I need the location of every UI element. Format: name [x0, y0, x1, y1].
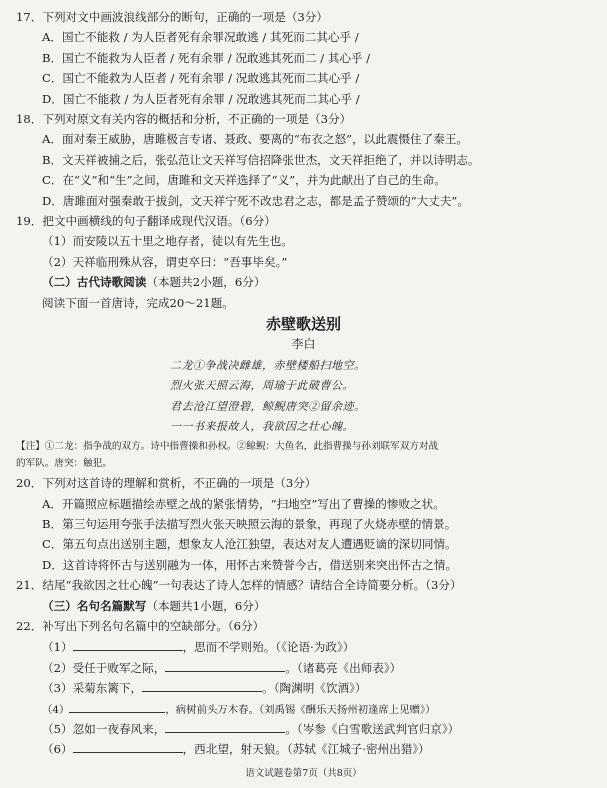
section2-heading: （二）古代诗歌阅读 [42, 275, 147, 290]
poem-note-2: 的军队。唐突：触犯。 [16, 457, 112, 469]
section3-heading-line [42, 599, 265, 614]
q22-item-6 [42, 741, 430, 757]
q22-item-3-pre: 采菊东篱下， [72, 681, 143, 696]
q18-option-b: B．文天祥被捕之后，张弘范让文天祥写信招降张世杰，文天祥拒绝了，并以诗明志。 [42, 152, 480, 167]
q22-item-2-post: 。（诸葛亮《出师表》） [285, 660, 402, 675]
poem-note-1: 【注】①二龙：指争战的双方。诗中指曹操和孙权。②鲸鲵：大鱼名，此指曹操与孙刘联军双方对战 [16, 441, 439, 453]
section3-note: （本题共1小题，6分） [146, 598, 266, 613]
poem-line-1: 二龙①争战决雌雄，赤壁楼船扫地空。 [170, 358, 366, 372]
q22-item-4 [42, 701, 436, 718]
q22-item-6-post: ，西北望，射天狼。（苏轼《江城子·密州出猎》） [182, 742, 430, 757]
q22-item-4-num: （4） [42, 703, 70, 716]
q19-stem: 19．把文中画横线的句子翻译成现代汉语。（6分） [16, 214, 276, 228]
section2-intro: 阅读下面一首唐诗，完成20～21题。 [42, 295, 234, 310]
q18-option-c: C．在“义”和“生”之间，唐雎和文天祥选择了“义”，并为此献出了自己的生命。 [42, 173, 446, 188]
q22-item-5-post: 。（岑参《白雪歌送武判官归京》） [285, 722, 460, 736]
q22-item-1-blank [73, 639, 183, 651]
q22-item-2 [42, 660, 401, 676]
q22-item-3 [42, 680, 367, 696]
poem-author: 李白 [291, 337, 316, 352]
q17-option-c: C．国亡不能救为人臣者 / 死有余罪 / 况敢逃其死而二其心乎 / [42, 71, 360, 86]
poem-line-3: 君去沧江望澄碧，鲸鲵唐突②留余迹。 [170, 399, 366, 413]
poem-title: 赤壁歌送别 [265, 315, 341, 333]
q22-item-4-post: ，病树前头万木春。（刘禹锡《酬乐天扬州初逢席上见赠》） [165, 703, 436, 716]
q22-item-6-blank [73, 741, 183, 753]
q22-item-3-num: （3） [42, 681, 73, 696]
q18-stem: 18．下列对原文有关内容的概括和分析，不正确的一项是（3分） [16, 112, 352, 126]
q22-item-5-num: （5） [42, 722, 73, 736]
section2-heading-line [42, 275, 265, 290]
q21-stem: 21．结尾“我欲因之壮心魄”一句表达了诗人怎样的情感？请结合全诗简要分析。（3分） [16, 578, 462, 593]
q22-item-5-pre: 忽如一夜春风来， [72, 722, 166, 736]
q22-item-5-blank [165, 721, 285, 733]
q22-item-2-num: （2） [42, 660, 73, 675]
section3-heading: （三）名句名篇默写 [42, 598, 147, 613]
q22-item-5 [42, 721, 459, 737]
q17-stem: 17．下列对文中画波浪线部分的断句，正确的一项是（3分） [16, 10, 328, 24]
q22-item-4-blank [69, 701, 165, 713]
q20-stem: 20．下列对这首诗的理解和赏析，不正确的一项是（3分） [16, 476, 317, 491]
q22-item-3-blank [142, 680, 262, 692]
q22-item-3-post: 。（陶渊明《饮酒》） [262, 681, 367, 696]
q18-option-a: A．面对秦王威胁，唐雎极言专诸、聂政、要离的“布衣之怒”，以此震慑住了秦王。 [42, 132, 469, 147]
q17-option-d: D．国亡不能救 / 为人臣者死有余罪 / 况敢逃其死而二其心乎 / [42, 91, 360, 106]
q20-option-b: B．第三句运用夸张手法描写烈火张天映照云海的景象，再现了火烧赤壁的情景。 [42, 517, 457, 531]
q18-option-d: D．唐雎面对强秦敢于拔剑，文天祥宁死不改忠君之志，都是孟子赞颂的“大丈夫”。 [42, 193, 469, 208]
q19-item-2: （2）天祥临刑殊从容，谓吏卒曰：“吾事毕矣。” [42, 254, 288, 269]
q20-option-a: A．开篇照应标题描绘赤壁之战的紧张情势，“扫地空”写出了曹操的惨败之状。 [42, 496, 445, 511]
poem-line-4: 一一书来报故人，我欲因之壮心魄。 [170, 420, 354, 433]
q19-item-1: （1）而安陵以五十里之地存者，徒以有先生也。 [42, 234, 293, 249]
q17-option-a: A．国亡不能救 / 为人臣者死有余罪况敢逃 / 其死而二其心乎 / [42, 30, 359, 45]
q22-item-2-pre: 受任于败军之际， [72, 660, 166, 675]
q22-item-1 [42, 639, 354, 655]
poem-line-2: 烈火张天照云海，周瑜于此破曹公。 [170, 379, 354, 393]
q22-item-1-post: ，思而不学则殆。（《论语·为政》） [182, 640, 355, 655]
q20-option-d: D．这首诗将怀古与送别融为一体，用怀古来赞誉今古，借送别来突出怀古之情。 [42, 557, 458, 572]
q22-stem: 22．补写出下列名句名篇中的空缺部分。（6分） [16, 619, 265, 633]
q17-option-b: B．国亡不能救为人臣者 / 死有余罪 / 况敢逃其死而二 / 其心乎 / [42, 50, 371, 65]
q22-item-6-num: （6） [42, 742, 73, 757]
section2-note: （本题共2小题，6分） [146, 275, 266, 290]
page-footer: 语文试题卷第7页（共8页） [245, 767, 362, 779]
q22-item-1-num: （1） [42, 640, 73, 655]
q22-item-2-blank [165, 660, 285, 672]
q20-option-c: C．第五句点出送别主题，想象友人沧江独望，表达对友人遭遇贬谪的深切同情。 [42, 537, 457, 552]
